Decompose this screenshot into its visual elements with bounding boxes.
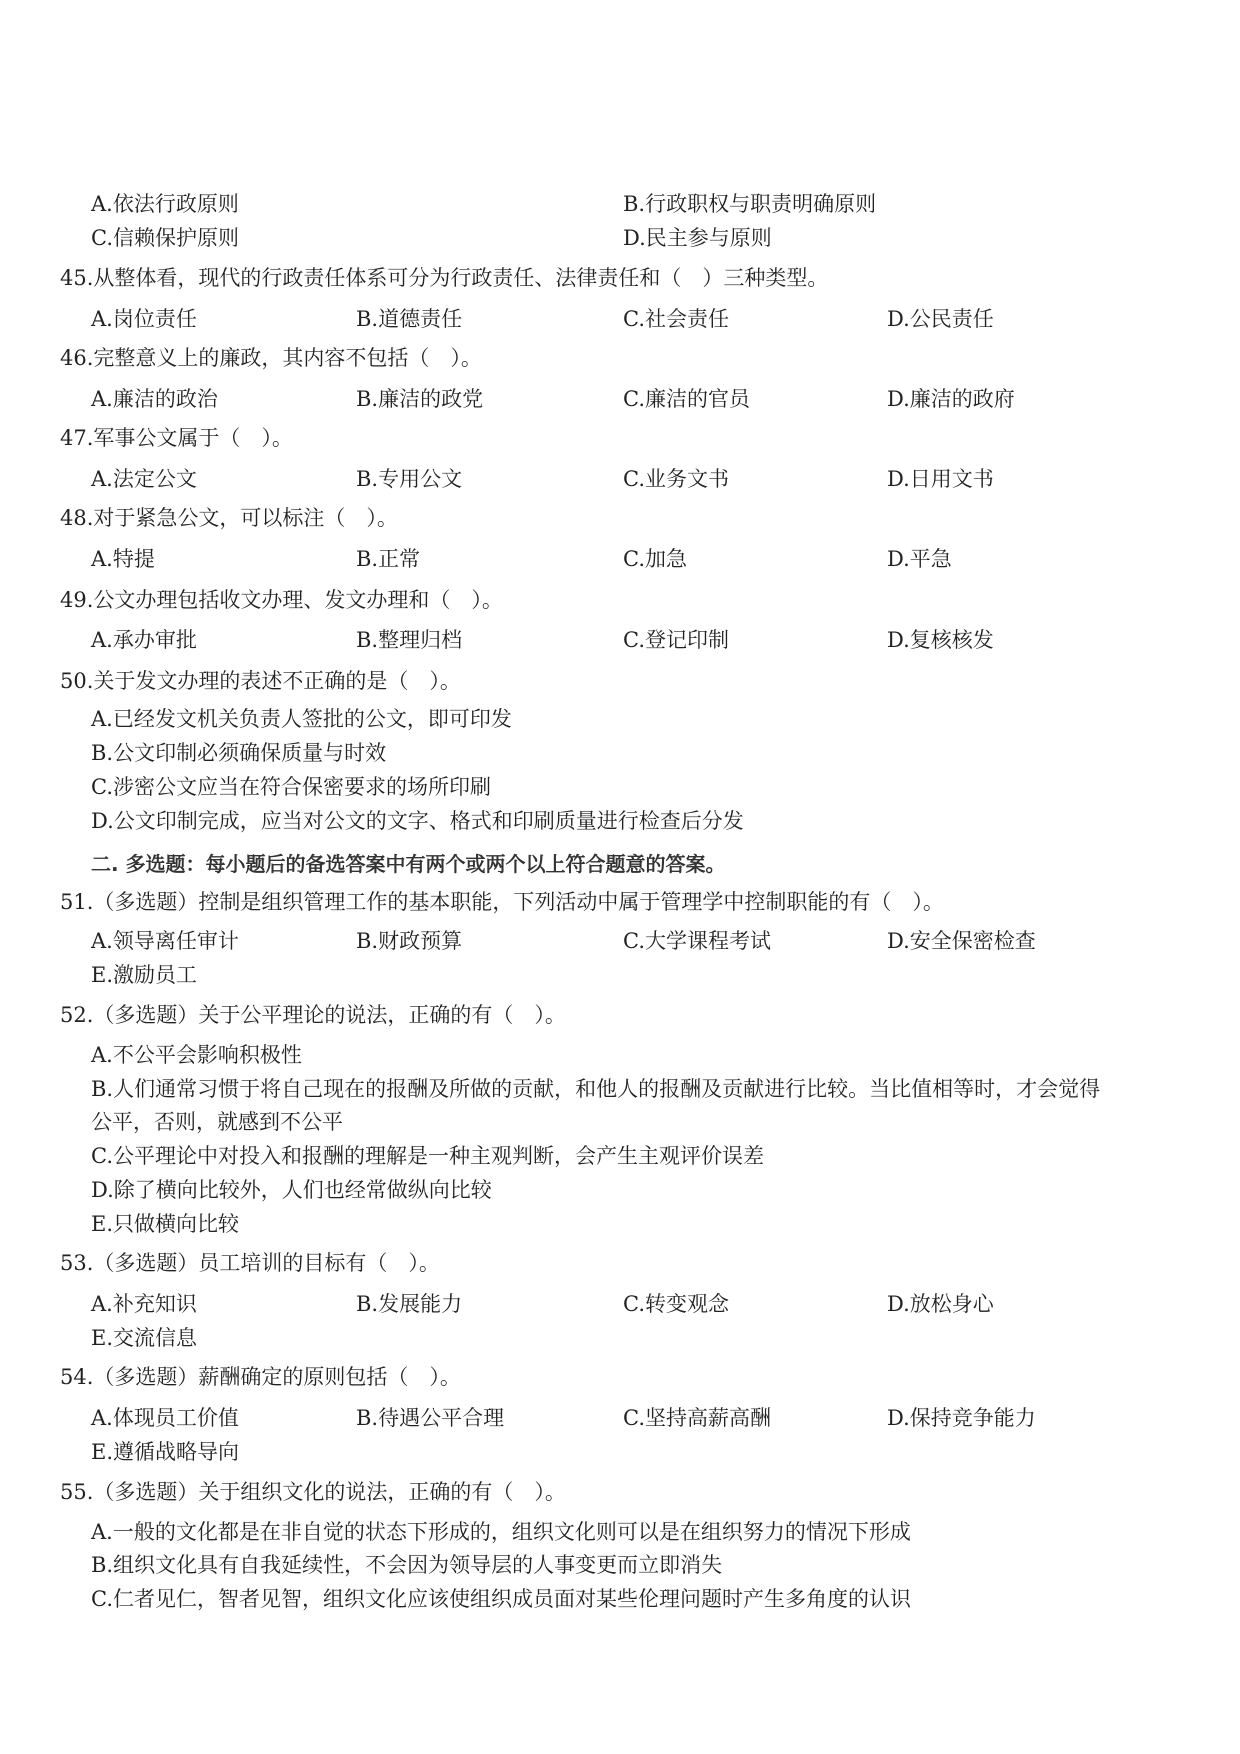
q54-option-b: B.待遇公平合理 xyxy=(356,1406,505,1430)
q53-stem: 53.（多选题）员工培训的目标有（ ）。 xyxy=(60,1251,440,1275)
q48-stem: 48.对于紧急公文，可以标注（ ）。 xyxy=(60,506,398,530)
section-heading-multiple-choice: 二. 多选题：每小题后的备选答案中有两个或两个以上符合题意的答案。 xyxy=(91,852,726,876)
q55-stem: 55.（多选题）关于组织文化的说法，正确的有（ ）。 xyxy=(60,1480,566,1504)
q48-option-d: D.平急 xyxy=(887,547,952,571)
q51-option-c: C.大学课程考试 xyxy=(623,929,771,953)
q53-option-d: D.放松身心 xyxy=(887,1292,994,1316)
q54-option-a: A.体现员工价值 xyxy=(91,1406,239,1430)
q54-option-d: D.保持竞争能力 xyxy=(887,1406,1036,1430)
q52-option-a: A.不公平会影响积极性 xyxy=(91,1043,302,1067)
q46-stem: 46.完整意义上的廉政，其内容不包括（ ）。 xyxy=(60,346,482,370)
q46-option-a: A.廉洁的政治 xyxy=(91,387,218,411)
q55-option-c: C.仁者见仁，智者见智，组织文化应该使组织成员面对某些伦理问题时产生多角度的认识 xyxy=(91,1587,911,1611)
q44-option-c: C.信赖保护原则 xyxy=(91,226,239,250)
q46-option-c: C.廉洁的官员 xyxy=(623,387,750,411)
q54-stem: 54.（多选题）薪酬确定的原则包括（ ）。 xyxy=(60,1365,461,1389)
q51-option-e: E.激励员工 xyxy=(91,963,198,987)
q47-option-d: D.日用文书 xyxy=(887,467,994,491)
q48-option-b: B.正常 xyxy=(356,547,421,571)
q52-option-b-cont: 公平，否则，就感到不公平 xyxy=(91,1110,343,1134)
q51-stem: 51.（多选题）控制是组织管理工作的基本职能，下列活动中属于管理学中控制职能的有（ ）。 xyxy=(60,890,944,914)
q44-option-b: B.行政职权与职责明确原则 xyxy=(623,192,877,216)
q47-stem: 47.军事公文属于（ ）。 xyxy=(60,426,293,450)
q52-option-c: C.公平理论中对投入和报酬的理解是一种主观判断，会产生主观评价误差 xyxy=(91,1144,764,1168)
q49-stem: 49.公文办理包括收文办理、发文办理和（ ）。 xyxy=(60,588,503,612)
q55-option-a: A.一般的文化都是在非自觉的状态下形成的，组织文化则可以是在组织努力的情况下形成 xyxy=(91,1520,911,1544)
q45-option-c: C.社会责任 xyxy=(623,307,729,331)
q49-option-c: C.登记印制 xyxy=(623,628,729,652)
q49-option-d: D.复核核发 xyxy=(887,628,994,652)
q51-option-b: B.财政预算 xyxy=(356,929,463,953)
q54-option-e: E.遵循战略导向 xyxy=(91,1440,240,1464)
q45-option-b: B.道德责任 xyxy=(356,307,463,331)
q51-option-a: A.领导离任审计 xyxy=(91,929,239,953)
q47-option-a: A.法定公文 xyxy=(91,467,197,491)
q45-option-a: A.岗位责任 xyxy=(91,307,197,331)
q50-option-c: C.涉密公文应当在符合保密要求的场所印刷 xyxy=(91,775,491,799)
q44-option-d: D.民主参与原则 xyxy=(623,226,772,250)
q52-option-e: E.只做横向比较 xyxy=(91,1212,240,1236)
q47-option-c: C.业务文书 xyxy=(623,467,729,491)
q52-option-b: B.人们通常习惯于将自己现在的报酬及所做的贡献，和他人的报酬及贡献进行比较。当比值相等时，才会觉得 xyxy=(91,1077,1101,1101)
q49-option-b: B.整理归档 xyxy=(356,628,463,652)
q48-option-a: A.特提 xyxy=(91,547,155,571)
q52-option-d: D.除了横向比较外，人们也经常做纵向比较 xyxy=(91,1178,492,1202)
q49-option-a: A.承办审批 xyxy=(91,628,197,652)
q45-option-d: D.公民责任 xyxy=(887,307,994,331)
q53-option-b: B.发展能力 xyxy=(356,1292,463,1316)
q50-option-d: D.公文印制完成，应当对公文的文字、格式和印刷质量进行检查后分发 xyxy=(91,809,744,833)
q45-stem: 45.从整体看，现代的行政责任体系可分为行政责任、法律责任和（ ）三种类型。 xyxy=(60,266,829,290)
q48-option-c: C.加急 xyxy=(623,547,687,571)
q46-option-d: D.廉洁的政府 xyxy=(887,387,1015,411)
q50-option-a: A.已经发文机关负责人签批的公文，即可印发 xyxy=(91,707,512,731)
q46-option-b: B.廉洁的政党 xyxy=(356,387,484,411)
q44-option-a: A.依法行政原则 xyxy=(91,192,239,216)
q52-stem: 52.（多选题）关于公平理论的说法，正确的有（ ）。 xyxy=(60,1003,566,1027)
q53-option-a: A.补充知识 xyxy=(91,1292,197,1316)
q47-option-b: B.专用公文 xyxy=(356,467,463,491)
q54-option-c: C.坚持高薪高酬 xyxy=(623,1406,771,1430)
q51-option-d: D.安全保密检查 xyxy=(887,929,1036,953)
q53-option-c: C.转变观念 xyxy=(623,1292,729,1316)
q55-option-b: B.组织文化具有自我延续性，不会因为领导层的人事变更而立即消失 xyxy=(91,1553,723,1577)
q50-stem: 50.关于发文办理的表述不正确的是（ ）。 xyxy=(60,669,461,693)
q53-option-e: E.交流信息 xyxy=(91,1326,198,1350)
q50-option-b: B.公文印制必须确保质量与时效 xyxy=(91,741,387,765)
